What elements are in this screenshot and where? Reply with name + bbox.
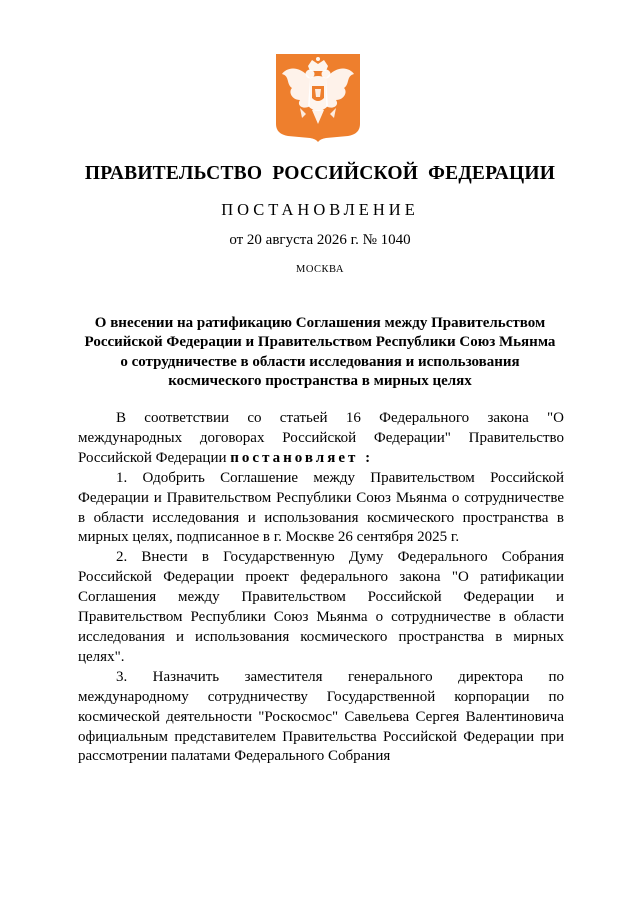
subject-line: космического пространства в мирных целях	[168, 372, 472, 389]
subject-line: Российской Федерации и Правительством Республики Союз Мьянма	[84, 334, 556, 351]
document-subject	[0, 314, 640, 391]
government-title: ПРАВИТЕЛЬСТВО РОССИЙСКОЙ ФЕДЕРАЦИИ	[84, 163, 556, 184]
resolution-item-2: 2. Внести в Государственную Думу Федерального Собрания Российской Федерации проект федерального закона "О ратификации Соглашения между Правительством Российской Федерации и Правительством Республики Союз Мьянма о сотрудничестве в области исследования и использования космического пространства в мирных целях".	[78, 549, 564, 665]
resolution-item-3: 3. Назначить заместителя генерального директора по международному сотрудничеству Государственной корпорации по космической деятельности "Роскосмос" Савельева Сергея Валентиновича официальным представителем Правительства Российской Федерации при рассмотрении палатами Федерального Собрания	[78, 668, 564, 765]
document-date-number: от 20 августа 2026 г. № 1040	[229, 232, 411, 248]
russian-coat-of-arms-icon	[276, 54, 360, 142]
resolution-keyword: постановляет :	[230, 449, 374, 466]
intro-paragraph	[78, 409, 564, 469]
intro-text: В соответствии со статьей 16 Федерального закона "О международных договорах Российской Федерации" Правительство Российской Федерации	[78, 410, 564, 466]
subject-line: о сотрудничестве в области исследования и использования	[120, 353, 520, 370]
subject-line: О внесении на ратификацию Соглашения между Правительством	[94, 315, 546, 331]
issue-city: МОСКВА	[296, 264, 344, 275]
document-type: ПОСТАНОВЛЕНИЕ	[221, 200, 419, 219]
resolution-item-1: 1. Одобрить Соглашение между Правительством Российской Федерации и Правительством Республики Союз Мьянма о сотрудничестве в области исследования и использования космического пространства в мирных целях, подписанное в г. Москве 26 сентября 2025 г.	[78, 469, 564, 546]
document-body	[78, 409, 564, 767]
